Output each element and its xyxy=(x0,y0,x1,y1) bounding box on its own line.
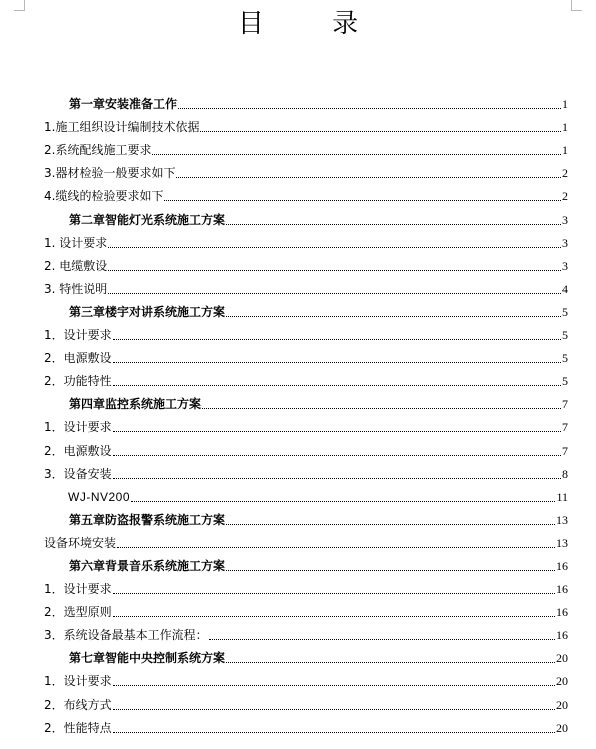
toc-chapter-row[interactable] xyxy=(44,296,568,319)
toc-page-number[interactable]: 16 xyxy=(556,558,568,573)
toc-entry-title[interactable]: 3. 特性说明 xyxy=(44,281,108,296)
toc-dot-leader xyxy=(226,316,561,317)
toc-entry-row[interactable] xyxy=(44,481,568,504)
toc-page-number[interactable]: 11 xyxy=(556,489,568,504)
toc-entry-title[interactable]: 2．电源敷设 xyxy=(44,443,112,458)
toc-dot-leader xyxy=(226,662,555,663)
toc-entry-title[interactable]: 2．电源敷设 xyxy=(44,351,112,366)
toc-entry-row[interactable] xyxy=(44,250,568,273)
toc-dot-leader xyxy=(202,408,561,409)
toc-title: 目 录 xyxy=(237,9,389,39)
toc-dot-leader xyxy=(113,455,561,456)
toc-entry-row[interactable] xyxy=(44,458,568,481)
toc-chapter-title[interactable]: 第六章背景音乐系统施工方案 xyxy=(69,558,226,573)
toc-entry-row[interactable] xyxy=(44,434,568,457)
toc-dot-leader xyxy=(108,293,561,294)
toc-entry-title[interactable]: 2．选型原则 xyxy=(44,605,112,620)
toc-entry-title[interactable]: 1．设计要求 xyxy=(44,582,112,597)
toc-entry-row[interactable] xyxy=(44,619,568,642)
toc-page-number[interactable]: 5 xyxy=(562,374,568,389)
toc-dot-leader xyxy=(113,732,555,733)
toc-page-number[interactable]: 7 xyxy=(562,397,568,412)
toc-entry-row[interactable] xyxy=(44,319,568,342)
toc-chapter-row[interactable] xyxy=(44,388,568,411)
toc-page-number[interactable]: 13 xyxy=(556,512,568,527)
toc-entry-row[interactable] xyxy=(44,573,568,596)
toc-dot-leader xyxy=(117,547,555,548)
toc-entry-row[interactable] xyxy=(44,596,568,619)
toc-entry-row[interactable] xyxy=(44,227,568,250)
toc-chapter-title[interactable]: 第三章楼宇对讲系统施工方案 xyxy=(69,304,226,319)
toc-chapter-row[interactable] xyxy=(44,550,568,573)
toc-page-number[interactable]: 20 xyxy=(556,697,568,712)
toc-page-number[interactable]: 3 xyxy=(562,212,568,227)
toc-entry-title[interactable]: 2．功能特性 xyxy=(44,374,112,389)
toc-entry-row[interactable] xyxy=(44,712,568,735)
toc-dot-leader xyxy=(164,200,561,201)
toc-dot-leader xyxy=(113,709,555,710)
toc-dot-leader xyxy=(178,108,561,109)
toc-dot-leader xyxy=(200,131,561,132)
toc-dot-leader xyxy=(113,385,561,386)
toc-page-number[interactable]: 4 xyxy=(562,281,568,296)
toc-dot-leader xyxy=(209,639,555,640)
toc-dot-leader xyxy=(113,362,561,363)
toc-dot-leader xyxy=(131,501,555,502)
toc-dot-leader xyxy=(108,270,561,271)
toc-page-number[interactable]: 16 xyxy=(556,628,568,643)
toc-page-number[interactable]: 1 xyxy=(562,97,568,112)
toc-chapter-title[interactable]: 第二章智能灯光系统施工方案 xyxy=(69,212,226,227)
toc-chapter-title[interactable]: 第四章监控系统施工方案 xyxy=(69,397,202,412)
toc-page-number[interactable]: 2 xyxy=(562,166,568,181)
toc-entry-title[interactable]: 2．性能特点 xyxy=(44,720,112,735)
toc-dot-leader xyxy=(113,593,555,594)
toc-page-number[interactable]: 13 xyxy=(556,535,568,550)
toc-entry-title[interactable]: 3．系统设备最基本工作流程： xyxy=(44,628,208,643)
toc-page-number[interactable]: 16 xyxy=(556,582,568,597)
toc-dot-leader xyxy=(226,570,555,571)
toc-entry-row[interactable] xyxy=(44,527,568,550)
toc-dot-leader xyxy=(176,177,561,178)
toc-dot-leader xyxy=(113,339,561,340)
toc-page-number[interactable]: 20 xyxy=(556,674,568,689)
toc-entry-row[interactable] xyxy=(44,157,568,180)
toc-page-number[interactable]: 3 xyxy=(562,258,568,273)
toc-entry-title[interactable]: 1．设计要求 xyxy=(44,328,112,343)
toc-chapter-row[interactable] xyxy=(44,504,568,527)
toc-entry-title[interactable]: 3．设备安装 xyxy=(44,466,112,481)
toc-page-number[interactable]: 1 xyxy=(562,143,568,158)
toc-entry-row[interactable] xyxy=(44,365,568,388)
toc-page-number[interactable]: 7 xyxy=(562,420,568,435)
toc-entry-row[interactable] xyxy=(44,180,568,203)
toc-entry-title[interactable]: 2．布线方式 xyxy=(44,697,112,712)
toc-page-number[interactable]: 2 xyxy=(562,189,568,204)
toc-page-number[interactable]: 16 xyxy=(556,605,568,620)
toc-page-number[interactable]: 3 xyxy=(562,235,568,250)
toc-entry-row[interactable] xyxy=(44,411,568,434)
toc-entry-row[interactable] xyxy=(44,665,568,688)
toc-chapter-row[interactable] xyxy=(44,642,568,665)
toc-dot-leader xyxy=(108,247,561,248)
toc-entry-row[interactable] xyxy=(44,273,568,296)
toc-list xyxy=(44,88,568,735)
toc-page-number[interactable]: 1 xyxy=(562,120,568,135)
toc-page-number[interactable]: 5 xyxy=(562,351,568,366)
toc-chapter-title[interactable]: 第五章防盗报警系统施工方案 xyxy=(69,512,226,527)
toc-entry-row[interactable] xyxy=(44,111,568,134)
toc-entry-title[interactable]: 1. 设计要求 xyxy=(44,235,108,250)
toc-entry-title[interactable]: WJ-NV200 xyxy=(68,489,131,504)
toc-entry-title[interactable]: 4.缆线的检验要求如下 xyxy=(44,189,164,204)
toc-chapter-title[interactable]: 第一章安装准备工作 xyxy=(69,97,178,112)
toc-entry-title[interactable]: 1.施工组织设计编制技术依据 xyxy=(44,120,200,135)
toc-chapter-row[interactable] xyxy=(44,203,568,226)
toc-entry-title[interactable]: 3.器材检验一般要求如下 xyxy=(44,166,176,181)
toc-dot-leader xyxy=(226,224,561,225)
toc-page-number[interactable]: 5 xyxy=(562,328,568,343)
toc-page-number[interactable]: 8 xyxy=(562,466,568,481)
toc-page-number[interactable]: 5 xyxy=(562,304,568,319)
toc-entry-title[interactable]: 设备环境安装 xyxy=(44,535,117,550)
toc-entry-title[interactable]: 2.系统配线施工要求 xyxy=(44,143,152,158)
toc-page-number[interactable]: 20 xyxy=(556,720,568,735)
toc-chapter-row[interactable] xyxy=(44,88,568,111)
toc-page-number[interactable]: 20 xyxy=(556,651,568,666)
toc-dot-leader xyxy=(113,431,561,432)
toc-entry-title[interactable]: 1．设计要求 xyxy=(44,674,112,689)
toc-dot-leader xyxy=(152,154,561,155)
toc-entry-row[interactable] xyxy=(44,134,568,157)
toc-dot-leader xyxy=(113,478,561,479)
toc-page-number[interactable]: 7 xyxy=(562,443,568,458)
toc-entry-row[interactable] xyxy=(44,342,568,365)
toc-chapter-title[interactable]: 第七章智能中央控制系统方案 xyxy=(69,651,226,666)
toc-dot-leader xyxy=(113,616,555,617)
toc-dot-leader xyxy=(226,524,555,525)
toc-entry-title[interactable]: 2. 电缆敷设 xyxy=(44,258,108,273)
toc-entry-title[interactable]: 1．设计要求 xyxy=(44,420,112,435)
toc-dot-leader xyxy=(113,685,555,686)
toc-entry-row[interactable] xyxy=(44,688,568,711)
